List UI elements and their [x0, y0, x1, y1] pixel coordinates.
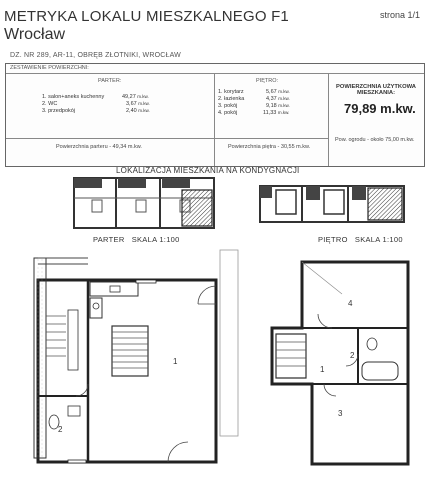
room-number: 3. — [42, 108, 47, 114]
area-value: 11,33 — [263, 110, 277, 116]
city-name: Wrocław — [4, 26, 66, 43]
area-unit: m.kw. — [138, 101, 150, 106]
upper-location-caption — [318, 235, 403, 244]
upper-floor-plan — [262, 254, 420, 474]
scale-label: SKALA 1:100 — [131, 235, 180, 244]
totals-divider — [6, 138, 328, 139]
highlighted-unit — [368, 188, 402, 220]
location-section-title: LOKALIZACJA MIESZKANIA NA KONDYGNACJI — [116, 166, 300, 175]
room-name: pokój — [224, 103, 238, 109]
list-item — [218, 96, 244, 102]
usable-area-label-line: MIESZKANIA: — [357, 90, 395, 96]
ground-location-plan — [70, 176, 220, 232]
ground-floor-total: Powierzchnia parteru - 49,34 m.kw. — [56, 144, 142, 150]
usable-area-label-line: POWIERZCHNIA UŻYTKOWA — [336, 84, 416, 90]
room-number: 2. — [218, 96, 223, 102]
unit-block — [74, 178, 102, 188]
room-number: 3. — [218, 103, 223, 109]
unit-block — [118, 178, 146, 188]
summary-section-label: ZESTAWIENIE POWIERZCHNI: — [10, 65, 89, 71]
room-name: łazienka — [224, 96, 245, 102]
area-unit: m.kw. — [278, 89, 290, 94]
room-area — [122, 94, 149, 100]
column-divider — [328, 74, 329, 166]
list-item — [218, 89, 244, 95]
floor-label: PARTER — [93, 235, 125, 244]
room-number-label: 3 — [338, 409, 343, 418]
room-number-label: 4 — [348, 299, 353, 308]
floor-label: PIĘTRO — [318, 235, 348, 244]
upper-floor-total: Powierzchnia piętra - 30,55 m.kw. — [228, 144, 311, 150]
area-unit: m.kw. — [277, 110, 290, 115]
upper-location-plan — [256, 180, 408, 232]
exterior-walls — [38, 280, 216, 462]
unit-block — [162, 178, 190, 188]
column-divider — [214, 74, 215, 166]
ground-location-caption — [93, 235, 180, 244]
room-name: salon+aneks kuchenny — [48, 94, 105, 100]
summary-header-band — [6, 64, 424, 74]
area-unit: m.kw. — [278, 103, 290, 108]
room-number-label: 1 — [173, 357, 178, 366]
stairs — [112, 326, 148, 376]
garden-area: Pow. ogrodu - około 75,00 m.kw. — [335, 137, 415, 143]
list-item — [218, 110, 237, 116]
list-item — [42, 101, 57, 107]
room-number: 2. — [42, 101, 47, 107]
room-name: korytarz — [224, 89, 244, 95]
usable-area-value: 79,89 m.kw. — [344, 101, 416, 116]
area-value: 3,67 — [126, 101, 137, 107]
room-area — [266, 103, 290, 109]
room-name: pokój — [224, 110, 238, 116]
ground-floor-heading: PARTER: — [98, 78, 122, 84]
document-title: METRYKA LOKALU MIESZKALNEGO F1 — [4, 8, 289, 25]
usable-area-label — [330, 84, 422, 96]
area-summary-table — [5, 63, 425, 167]
area-value: 2,40 — [126, 108, 137, 114]
area-value: 5,67 — [266, 89, 277, 95]
list-item — [218, 103, 237, 109]
area-unit: m.kw. — [278, 96, 290, 101]
area-unit: m.kw. — [138, 108, 150, 113]
room-number-label: 1 — [320, 365, 325, 374]
area-value: 49,27 — [122, 94, 136, 100]
ground-floor-plan — [28, 246, 246, 474]
area-value: 9,18 — [266, 103, 277, 109]
room-number-label: 2 — [350, 351, 355, 360]
list-item — [42, 94, 104, 100]
page-number: strona 1/1 — [379, 10, 420, 20]
room-number-label: 2 — [58, 425, 63, 434]
area-value: 4,37 — [266, 96, 277, 102]
upper-floor-heading: PIĘTRO: — [256, 78, 279, 84]
room-number: 1. — [218, 89, 223, 95]
room-area — [126, 108, 150, 114]
room-name: WC — [48, 101, 58, 107]
area-unit: m.kw. — [137, 94, 149, 99]
room-number: 1. — [42, 94, 47, 100]
highlighted-unit — [182, 190, 212, 226]
room-area — [266, 89, 290, 95]
room-number: 4. — [218, 110, 223, 116]
garden-outline — [220, 250, 238, 436]
scale-label: SKALA 1:100 — [354, 235, 403, 244]
room-name: przedpokój — [48, 108, 76, 114]
list-item — [42, 108, 75, 114]
room-area — [126, 101, 150, 107]
room-area — [266, 96, 290, 102]
plot-address: DZ. NR 289, AR-11, OBRĘB ZŁOTNIKI, WROCŁAW — [10, 52, 181, 59]
room-area — [263, 110, 289, 116]
